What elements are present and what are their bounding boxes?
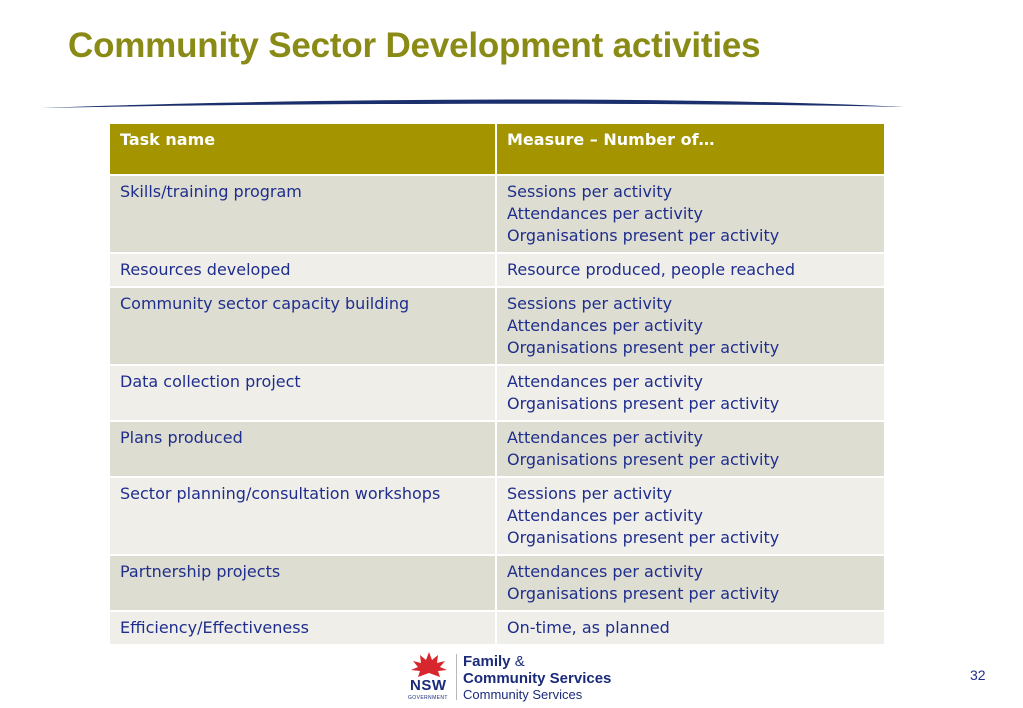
government-label: GOVERNMENT bbox=[408, 695, 448, 701]
task-cell: Efficiency/Effectiveness bbox=[110, 611, 496, 645]
table-row bbox=[110, 421, 885, 477]
task-cell: Community sector capacity building bbox=[110, 287, 496, 365]
measure-line: Attendances per activity bbox=[507, 372, 703, 391]
measure-cell bbox=[496, 421, 885, 477]
header-measure: Measure – Number of… bbox=[496, 124, 885, 175]
measure-line: Attendances per activity bbox=[507, 204, 703, 223]
measure-line: On-time, as planned bbox=[507, 618, 670, 637]
page-number: 32 bbox=[970, 667, 986, 683]
logo-line-subtitle: Community Services bbox=[463, 687, 583, 702]
task-cell: Partnership projects bbox=[110, 555, 496, 611]
measure-cell bbox=[496, 477, 885, 555]
header-task-name: Task name bbox=[110, 124, 496, 175]
measures-table bbox=[110, 124, 886, 646]
measure-cell bbox=[496, 555, 885, 611]
table-row bbox=[110, 253, 885, 287]
task-cell: Resources developed bbox=[110, 253, 496, 287]
task-cell: Plans produced bbox=[110, 421, 496, 477]
measure-line: Organisations present per activity bbox=[507, 226, 780, 245]
measure-line: Organisations present per activity bbox=[507, 338, 780, 357]
table-row bbox=[110, 611, 885, 645]
measure-cell bbox=[496, 253, 885, 287]
measure-cell bbox=[496, 287, 885, 365]
table-row bbox=[110, 287, 885, 365]
measure-line: Attendances per activity bbox=[507, 562, 703, 581]
nsw-facs-logo bbox=[405, 650, 645, 705]
title-underline-swoosh bbox=[40, 96, 906, 112]
measure-line: Organisations present per activity bbox=[507, 450, 780, 469]
nsw-wordmark: NSW bbox=[410, 677, 447, 694]
measure-line: Attendances per activity bbox=[507, 316, 703, 335]
task-cell: Skills/training program bbox=[110, 175, 496, 253]
table-row bbox=[110, 365, 885, 421]
waratah-icon bbox=[407, 650, 451, 678]
measure-line: Attendances per activity bbox=[507, 428, 703, 447]
logo-divider bbox=[456, 654, 457, 700]
measure-cell bbox=[496, 611, 885, 645]
slide-title: Community Sector Development activities bbox=[68, 26, 761, 65]
measure-line: Resource produced, people reached bbox=[507, 260, 796, 279]
measure-line: Organisations present per activity bbox=[507, 584, 780, 603]
logo-line-family bbox=[463, 653, 525, 670]
measure-line: Organisations present per activity bbox=[507, 528, 780, 547]
table-row bbox=[110, 175, 885, 253]
table-row bbox=[110, 477, 885, 555]
task-cell: Sector planning/consultation workshops bbox=[110, 477, 496, 555]
measure-line: Sessions per activity bbox=[507, 182, 673, 201]
measure-cell bbox=[496, 175, 885, 253]
task-cell: Data collection project bbox=[110, 365, 496, 421]
logo-family-text: Family bbox=[463, 653, 511, 670]
measure-line: Sessions per activity bbox=[507, 294, 673, 313]
table-header-row bbox=[110, 124, 885, 175]
measure-line: Sessions per activity bbox=[507, 484, 673, 503]
logo-line-community-services: Community Services bbox=[463, 670, 612, 687]
logo-ampersand: & bbox=[514, 653, 525, 670]
measure-line: Organisations present per activity bbox=[507, 394, 780, 413]
table-row bbox=[110, 555, 885, 611]
measure-line: Attendances per activity bbox=[507, 506, 703, 525]
measure-cell bbox=[496, 365, 885, 421]
